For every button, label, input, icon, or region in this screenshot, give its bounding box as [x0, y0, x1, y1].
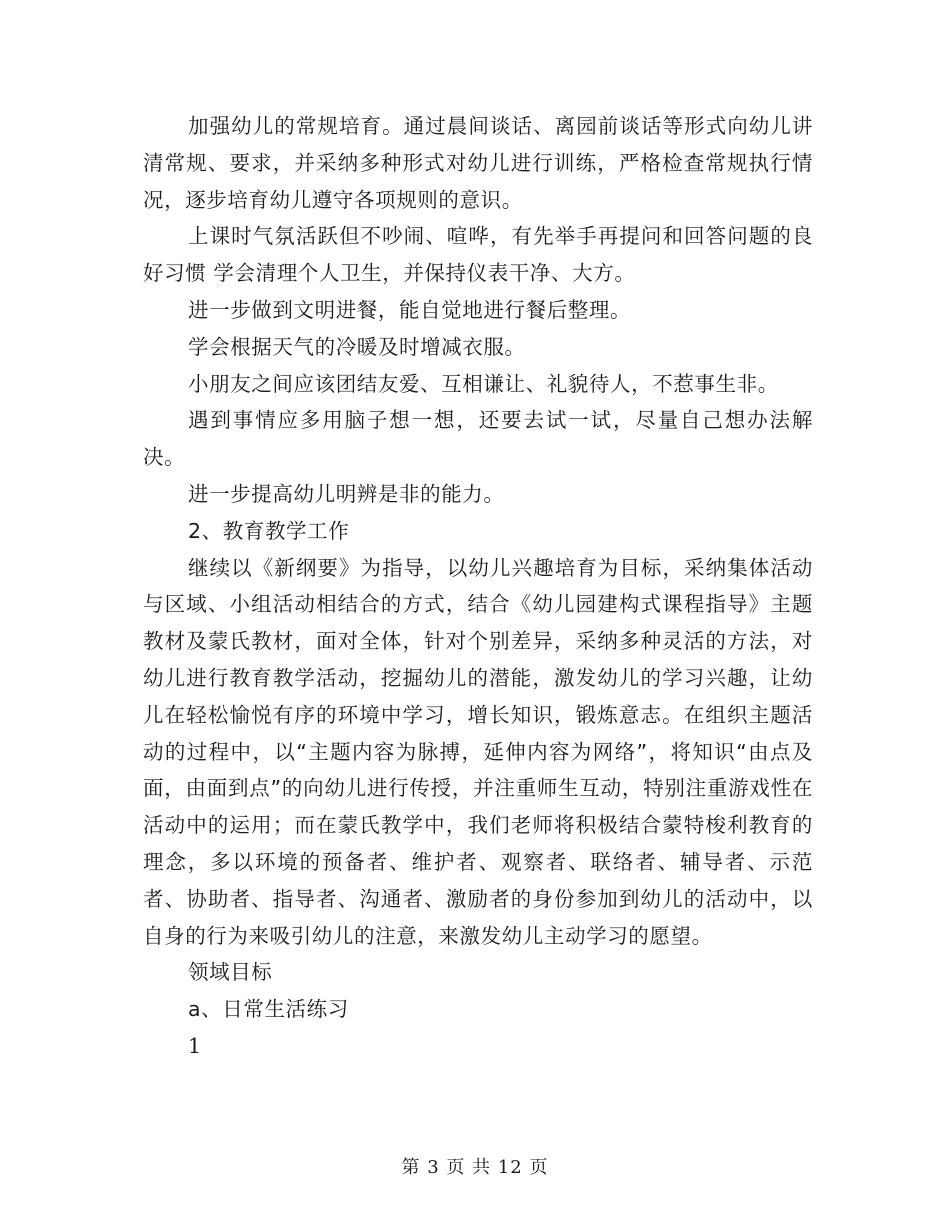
paragraph-teaching-work: 继续以《新纲要》为指导，以幼儿兴趣培育为目标，采纳集体活动与区域、小组活动相结合的方式，结合《幼儿园建构式课程指导》主题教材及蒙氏教材，面对全体，针对个别差异，采纳多种灵活的方法，对幼儿进行教育教学活动，挖掘幼儿的潜能，激发幼儿的学习兴趣，让幼儿在轻松愉悦有序的环境中学习，增长知识，锻炼意志。在组织主题活动的过程中，以“主题内容为脉搏，延伸内容为网络”，将知识“由点及面，由面到点”的向幼儿进行传授，并注重师生互动，特别注重游戏性在活动中的运用；而在蒙氏教学中，我们老师将积极结合蒙特梭利教育的理念，多以环境的预备者、维护者、观察者、联络者、辅导者、示范者、协助者、指导者、沟通者、激励者的身份参加到幼儿的活动中，以自身的行为来吸引幼儿的注意，来激发幼儿主动学习的愿望。: [143, 555, 813, 948]
paragraph-classroom-habits: 上课时气氛活跃但不吵闹、喧哗，有先举手再提问和回答问题的良好习惯 学会清理个人卫生，并保持仪表干净、大方。: [143, 224, 813, 286]
paragraph-judgement: 进一步提高幼儿明辨是非的能力。: [188, 481, 505, 506]
paragraph-dining: 进一步做到文明进餐，能自觉地进行餐后整理。: [188, 297, 632, 322]
section-heading-teaching: 2、教育教学工作: [188, 518, 350, 543]
paragraph-friendship: 小朋友之间应该团结友爱、互相谦让、礼貌待人，不惹事生非。: [188, 371, 779, 396]
list-number: 1: [188, 1033, 202, 1058]
subheading-domain-goals: 领域目标: [188, 960, 273, 985]
paragraph-routine-training: 加强幼儿的常规培育。通过晨间谈话、离园前谈话等形式向幼儿讲清常规、要求，并采纳多种形式对幼儿进行训练，严格检查常规执行情况，逐步培育幼儿遵守各项规则的意识。: [143, 114, 813, 212]
body-text: [143, 108, 813, 1065]
page-footer: 第 3 页 共 12 页: [401, 1157, 549, 1178]
subheading-daily-life-practice: a、日常生活练习: [188, 997, 349, 1022]
paragraph-clothing: 学会根据天气的冷暖及时增减衣服。: [188, 334, 526, 359]
paragraph-problem-solving: 遇到事情应多用脑子想一想，还要去试一试，尽量自己想办法解决。: [143, 408, 813, 470]
